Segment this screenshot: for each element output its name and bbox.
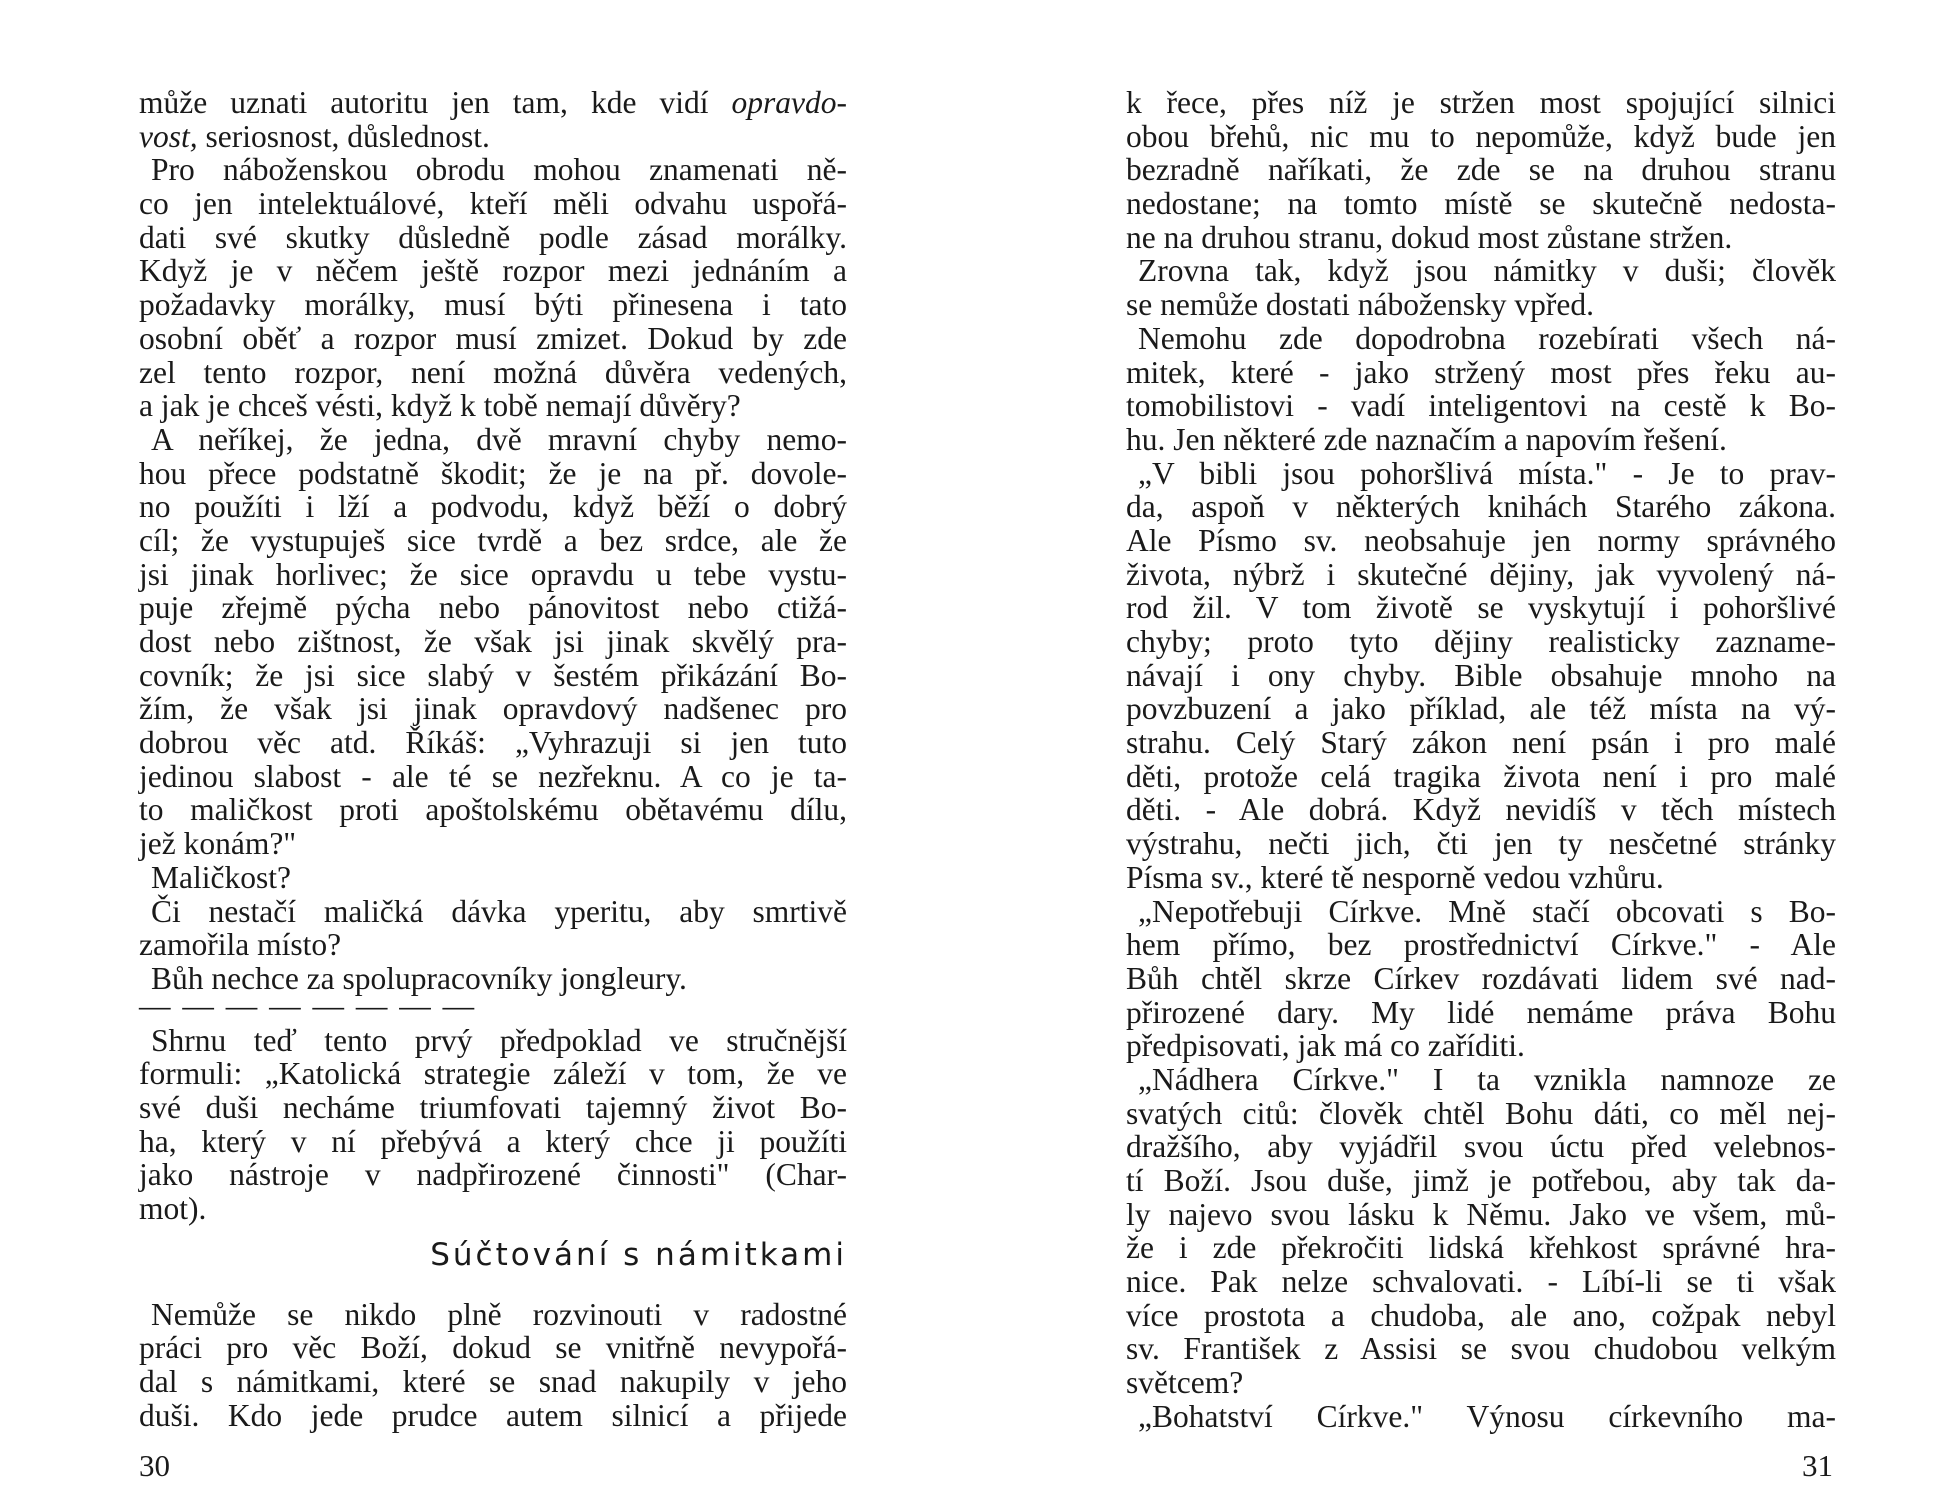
line-text: mitek, které - jako stržený most přes řeku au- (1126, 354, 1836, 390)
text-line (139, 356, 847, 390)
line-text: dost nebo zištnost, že však jsi jinak skvělý pra- (139, 624, 847, 659)
text-line (139, 120, 847, 154)
line-text: to maličkost proti apoštolskému obětavému dílu, (139, 792, 847, 828)
line-text: děti. - Ale dobrá. Když nevidíš v těch místech (1126, 792, 1836, 828)
text-line (139, 254, 847, 288)
text-line (139, 423, 847, 457)
line-text: ne na druhou stranu, dokud most zůstane stržen. (1126, 219, 1733, 255)
text-line (139, 288, 847, 322)
text-line (1126, 1130, 1836, 1164)
text-line (1126, 895, 1836, 929)
line-text: bezradně naříkati, že zde se na druhou stranu (1126, 152, 1836, 188)
line-text: dobrou věc atd. Říkáš: „Vyhrazuji si jen tuto (139, 725, 847, 761)
text-line (1126, 1097, 1836, 1131)
line-text: požadavky morálky, musí býti přinesena i tato (139, 287, 847, 323)
line-text: a jak je chceš vésti, když k tobě nemají důvěry? (139, 388, 741, 424)
line-text: covník; že jsi sice slabý v šestém přikázání Bo- (139, 657, 847, 693)
text-line (1126, 558, 1836, 592)
line-text: práci pro věc Boží, dokud se vnitřně nevypořá- (139, 1330, 847, 1366)
line-text: předpisovati, jak má co zaříditi. (1126, 1028, 1525, 1064)
text-line (1126, 726, 1836, 760)
line-text: jež konám?" (139, 826, 297, 862)
text-line (1126, 793, 1836, 827)
line-text: života, nýbrž i skutečné dějiny, jak vyvolený ná- (1126, 556, 1836, 592)
line-text: jako nástroje v nadpřirozené činnosti" (Char- (139, 1157, 847, 1193)
text-line (1126, 1231, 1836, 1265)
page-number-left: 30 (139, 1448, 170, 1483)
text-line (1126, 389, 1836, 423)
line-text: mot). (139, 1191, 207, 1226)
line-text: jsi jinak horlivec; že sice opravdu u tebe vystu- (139, 556, 847, 592)
line-text: Zrovna tak, když jsou námitky v duši; člověk (1138, 253, 1836, 289)
left-page-objections-block (139, 1298, 847, 1433)
line-text: rod žil. V tom životě se vyskytují i pohoršlivé (1126, 590, 1836, 626)
line-text: zel tento rozpor, není možná důvěra vedených, (139, 354, 847, 390)
line-text: může uznati autoritu jen tam, kde vidí (139, 85, 732, 120)
text-line (1126, 760, 1836, 794)
line-text: co jen intelektuálové, kteří měli odvahu uspořá- (139, 186, 847, 222)
text-line (139, 1158, 847, 1192)
text-line (1126, 827, 1836, 861)
line-text: ha, který v ní přebývá a který chce ji použíti (139, 1123, 847, 1159)
text-line (139, 86, 847, 120)
text-line (139, 1331, 847, 1365)
line-text: „Nepotřebuji Církve. Mně stačí obcovati s Bo- (1138, 893, 1836, 929)
line-text: obou břehů, nic mu to nepomůže, když bude jen (1126, 118, 1836, 154)
text-line (1126, 356, 1836, 390)
text-line (1126, 86, 1836, 120)
line-text: povzbuzení a jako příklad, ale též místa na vý- (1126, 691, 1836, 727)
line-text: výstrahu, nečti jich, čti jen ty nesčetné stránky (1126, 826, 1836, 862)
line-text: Když je v něčem ještě rozpor mezi jednáním a (139, 253, 847, 289)
italic-text: opravdo- (731, 85, 847, 120)
line-text: Pro náboženskou obrodu mohou znamenati ně- (151, 152, 847, 188)
left-page (139, 86, 847, 1432)
line-text: světcem? (1126, 1365, 1244, 1401)
text-line (1126, 1332, 1836, 1366)
line-text: sv. František z Assisi se svou chudobou velkým (1126, 1331, 1836, 1367)
text-line (1126, 1366, 1836, 1400)
text-line (139, 1365, 847, 1399)
line-text: Nemohu zde dopodrobna rozebírati všech ná- (1138, 320, 1836, 356)
text-line (139, 1298, 847, 1332)
line-text: dražšího, aby vyjádřil svou úctu před velebnos- (1126, 1129, 1836, 1165)
text-line (139, 153, 847, 187)
page-number-right: 31 (1802, 1448, 1833, 1483)
text-line (1126, 423, 1836, 457)
line-text: Maličkost? (151, 859, 291, 895)
text-line (1126, 591, 1836, 625)
line-text: návají i ony chyby. Bible obsahuje mnoho na (1126, 657, 1836, 693)
line-text: A neříkej, že jedna, dvě mravní chyby nemo- (151, 421, 847, 457)
text-line (139, 524, 847, 558)
text-line (1126, 625, 1836, 659)
text-line (139, 928, 847, 962)
line-text: „V bibli jsou pohoršlivá místa." - Je to prav- (1138, 455, 1836, 491)
line-text: nice. Pak nelze schvalovati. - Líbí-li se ti však (1126, 1264, 1836, 1300)
line-text: „Bohatství Církve." Výnosu církevního ma- (1138, 1398, 1836, 1434)
right-page-text-block (1126, 86, 1836, 1434)
line-text: dal s námitkami, které se snad nakupily v jeho (139, 1364, 847, 1400)
text-line (139, 322, 847, 356)
text-line (139, 1057, 847, 1091)
text-line (1126, 659, 1836, 693)
text-line (139, 793, 847, 827)
text-line (1126, 1198, 1836, 1232)
line-text: jedinou slabost - ale té se nezřeknu. A co je ta- (139, 758, 847, 794)
text-line (1126, 692, 1836, 726)
text-line (139, 1399, 847, 1433)
text-line (139, 760, 847, 794)
text-line (139, 659, 847, 693)
text-line (139, 221, 847, 255)
text-line (1126, 524, 1836, 558)
text-line (1126, 490, 1836, 524)
section-separator: — — — — — — — — (139, 987, 477, 1023)
line-text: Nemůže se nikdo plně rozvinouti v radostné (151, 1296, 847, 1332)
line-text: seriosnost, důslednost. (197, 118, 490, 154)
line-text: přirozené dary. My lidé nemáme práva Bohu (1126, 994, 1836, 1030)
line-text: no použíti i lží a podvodu, když běží o dobrý (139, 489, 847, 525)
text-line (1126, 254, 1836, 288)
line-text: osobní oběť a rozpor musí zmizet. Dokud by zde (139, 320, 847, 356)
line-text: se nemůže dostati nábožensky vpřed. (1126, 287, 1594, 323)
text-line (1126, 1063, 1836, 1097)
line-text: zamořila místo? (139, 927, 342, 963)
text-line (139, 1091, 847, 1125)
line-text: dati své skutky důsledně podle zásad morálky. (139, 219, 847, 255)
text-line (1126, 1029, 1836, 1063)
text-line (139, 591, 847, 625)
line-text: Shrnu teď tento prvý předpoklad ve stručnější (151, 1022, 847, 1058)
text-line (1126, 1265, 1836, 1299)
line-text: hem přímo, bez prostřednictví Církve." - Ale (1126, 927, 1836, 963)
line-text: Písma sv., které tě nesporně vedou vzhůru. (1126, 859, 1664, 895)
text-line (139, 827, 847, 861)
text-line (139, 625, 847, 659)
line-text: puje zřejmě pýcha nebo pánovitost nebo ctižá- (139, 590, 847, 626)
left-page-summary-block (139, 1024, 847, 1226)
line-text: Bůh chtěl skrze Církev rozdávati lidem své nad- (1126, 960, 1836, 996)
section-heading: Súčtování s námitkami (430, 1236, 847, 1273)
line-text: Či nestačí maličká dávka yperitu, aby smrtivě (151, 893, 847, 929)
line-text: formuli: „Katolická strategie záleží v tom, že ve (139, 1056, 847, 1092)
text-line (139, 1024, 847, 1058)
text-line (139, 558, 847, 592)
text-line (139, 895, 847, 929)
text-line (139, 692, 847, 726)
text-line (1126, 288, 1836, 322)
text-line (1126, 928, 1836, 962)
line-text: k řece, přes níž je stržen most spojující silnici (1126, 85, 1836, 120)
text-line (1126, 457, 1836, 491)
line-text: děti, protože celá tragika života není i pro malé (1126, 758, 1836, 794)
line-text: chyby; proto tyto dějiny realisticky zazname- (1126, 624, 1836, 659)
text-line (1126, 221, 1836, 255)
right-page (1126, 86, 1836, 1434)
text-line (139, 1192, 847, 1226)
text-line (1126, 187, 1836, 221)
text-line (139, 187, 847, 221)
text-line (1126, 1299, 1836, 1333)
text-line (1126, 962, 1836, 996)
text-line (1126, 322, 1836, 356)
line-text: „Nádhera Církve." I ta vznikla namnoze ze (1138, 1061, 1836, 1097)
text-line (139, 490, 847, 524)
text-line (1126, 996, 1836, 1030)
text-line (1126, 120, 1836, 154)
text-line (139, 726, 847, 760)
line-text: duši. Kdo jede prudce autem silnicí a přijede (139, 1397, 847, 1433)
line-text: da, aspoň v některých knihách Starého zákona. (1126, 489, 1836, 525)
text-line (139, 1125, 847, 1159)
text-line (1126, 1164, 1836, 1198)
line-text: strahu. Celý Starý zákon není psán i pro malé (1126, 725, 1836, 761)
line-text: hou přece podstatně škodit; že je na př. dovole- (139, 455, 847, 491)
line-text: že i zde překročiti lidská křehkost správné hra- (1126, 1230, 1836, 1266)
italic-text: vost, (139, 118, 198, 154)
text-line (139, 457, 847, 491)
text-line (1126, 153, 1836, 187)
text-line (139, 861, 847, 895)
line-text: žím, že však jsi jinak opravdový nadšenec pro (139, 691, 847, 727)
line-text: Ale Písmo sv. neobsahuje jen normy správného (1126, 522, 1836, 558)
line-text: tí Boží. Jsou duše, jimž je potřebou, aby tak da- (1126, 1163, 1836, 1198)
line-text: cíl; že vystupuješ sice tvrdě a bez srdce, ale že (139, 522, 847, 558)
line-text: své duši necháme triumfovati tajemný život Bo- (139, 1089, 847, 1125)
left-page-text-block (139, 86, 847, 996)
line-text: více prostota a chudoba, ale ano, cožpak nebyl (1126, 1297, 1836, 1333)
text-line (139, 389, 847, 423)
line-text: nedostane; na tomto místě se skutečně nedosta- (1126, 186, 1836, 222)
text-line (1126, 861, 1836, 895)
line-text: svatých citů: člověk chtěl Bohu dáti, co měl nej- (1126, 1095, 1836, 1131)
text-line (1126, 1400, 1836, 1434)
line-text: ly najevo svou lásku k Němu. Jako ve všem, mů- (1126, 1196, 1836, 1232)
line-text: hu. Jen některé zde naznačím a napovím řešení. (1126, 421, 1727, 457)
line-text: tomobilistovi - vadí inteligentovi na cestě k Bo- (1126, 388, 1836, 424)
line-text: Bůh nechce za spolupracovníky jongleury. (151, 960, 687, 996)
